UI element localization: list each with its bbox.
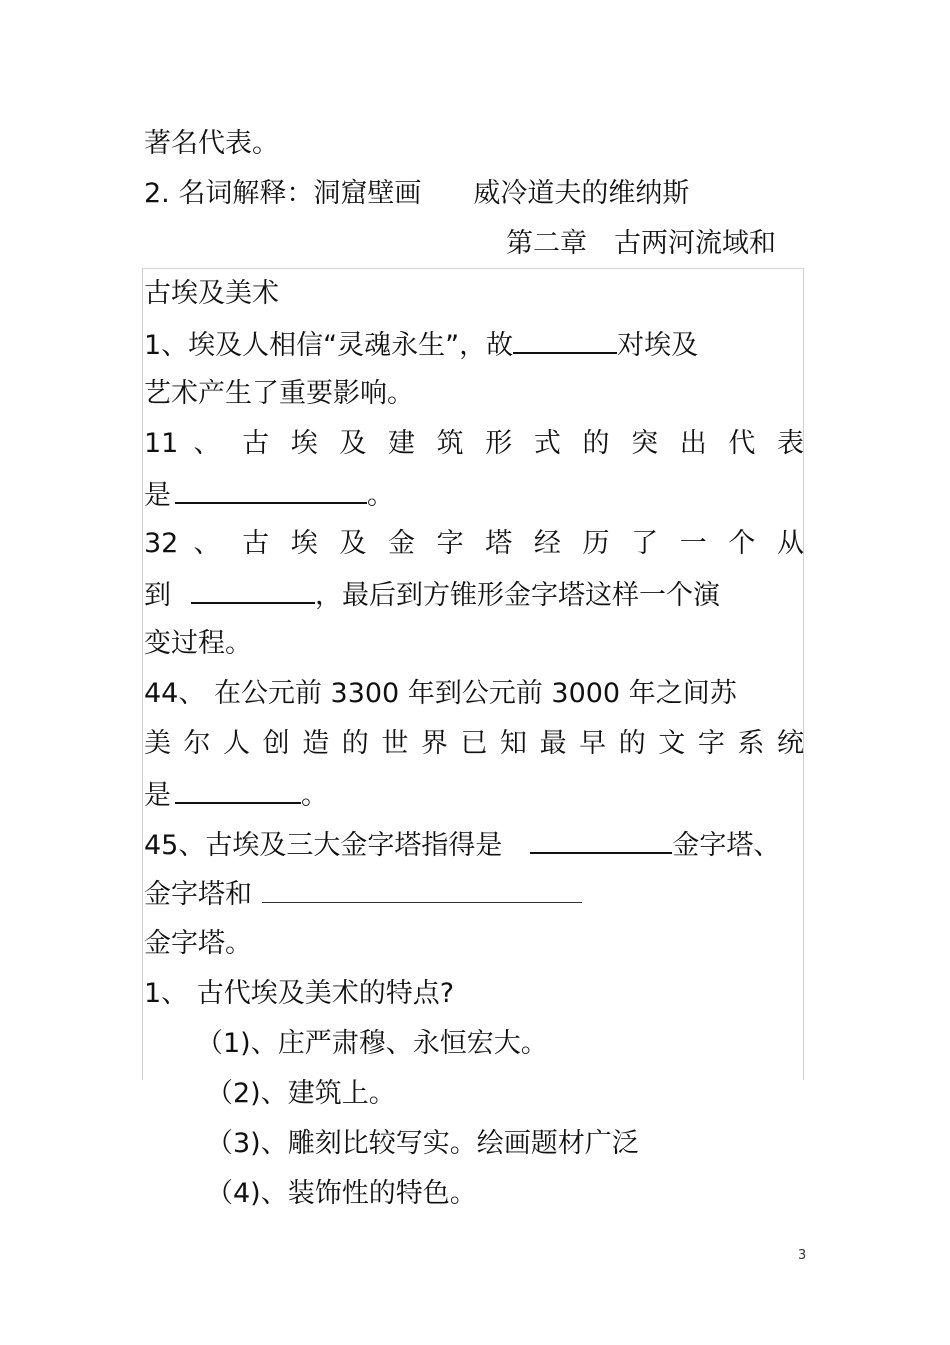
answer-1-title: 1、 古代埃及美术的特点? (144, 978, 455, 1009)
answer-1-item-1: （1)、庄严肃穆、永恒宏大。 (196, 1028, 548, 1059)
chapter-heading-continued: 古埃及美术 (144, 278, 279, 309)
question-32-suffix: ，最后到方锥形金字塔这样一个演 (315, 580, 720, 611)
answer-1-item-2: （2)、建筑上。 (206, 1078, 396, 1109)
question-44-line-3 (144, 774, 804, 816)
term-definition-line (144, 174, 804, 214)
frame-top-border (142, 268, 804, 269)
question-32-prefix: 到 (144, 580, 171, 611)
question-32-line-3: 变过程。 (144, 628, 252, 659)
question-1-text: 1、埃及人相信“灵魂永生”，故 (144, 330, 514, 361)
question-11-line-1: 11 、 古 埃 及 建 筑 形 式 的 突 出 代 表 (144, 428, 804, 459)
fill-blank[interactable] (175, 474, 367, 504)
page-number: 3 (798, 1248, 807, 1263)
fill-blank[interactable] (191, 574, 315, 604)
question-11-suffix: 。 (367, 480, 394, 511)
text-line: 著名代表。 (144, 128, 279, 159)
answer-1-item-3: （3)、雕刻比较写实。绘画题材广泛 (206, 1128, 639, 1159)
question-44-suffix: 。 (301, 780, 328, 811)
fill-blank[interactable] (175, 774, 301, 804)
frame-left-border (142, 268, 143, 1080)
fill-blank[interactable] (530, 824, 672, 854)
question-32-line-2 (144, 574, 804, 616)
question-1-text-end: 对埃及 (617, 330, 699, 361)
chapter-heading: 第二章 古两河流域和 (506, 228, 776, 259)
question-45-line-1 (144, 824, 804, 866)
term-suffix: 威冷道夫的维纳斯 (473, 178, 690, 209)
question-44-line-1: 44、 在公元前 3300 年到公元前 3000 年之间苏 (144, 678, 737, 709)
question-44-prefix: 是 (144, 780, 171, 811)
fill-blank[interactable] (262, 874, 582, 903)
question-44-line-2: 美 尔 人 创 造 的 世 界 已 知 最 早 的 文 字 系 统 (144, 728, 804, 759)
question-45-line-3: 金字塔。 (144, 928, 252, 959)
answer-1-item-4: （4)、装饰性的特色。 (206, 1178, 477, 1209)
question-1-line-2: 艺术产生了重要影响。 (144, 378, 414, 409)
question-11-line-2 (144, 474, 804, 516)
question-45-prefix: 45、古埃及三大金字塔指得是 (144, 830, 503, 861)
question-1-line-1 (144, 324, 804, 366)
question-45-line-2-prefix: 金字塔和 (144, 879, 252, 910)
question-32-line-1: 32 、 古 埃 及 金 字 塔 经 历 了 一 个 从 (144, 528, 804, 559)
term-prefix: 2. 名词解释：洞窟壁画 (144, 178, 422, 209)
question-11-prefix: 是 (144, 480, 171, 511)
question-45-line-2 (144, 874, 804, 915)
question-45-suffix: 金字塔、 (672, 830, 781, 861)
fill-blank[interactable] (513, 324, 617, 354)
